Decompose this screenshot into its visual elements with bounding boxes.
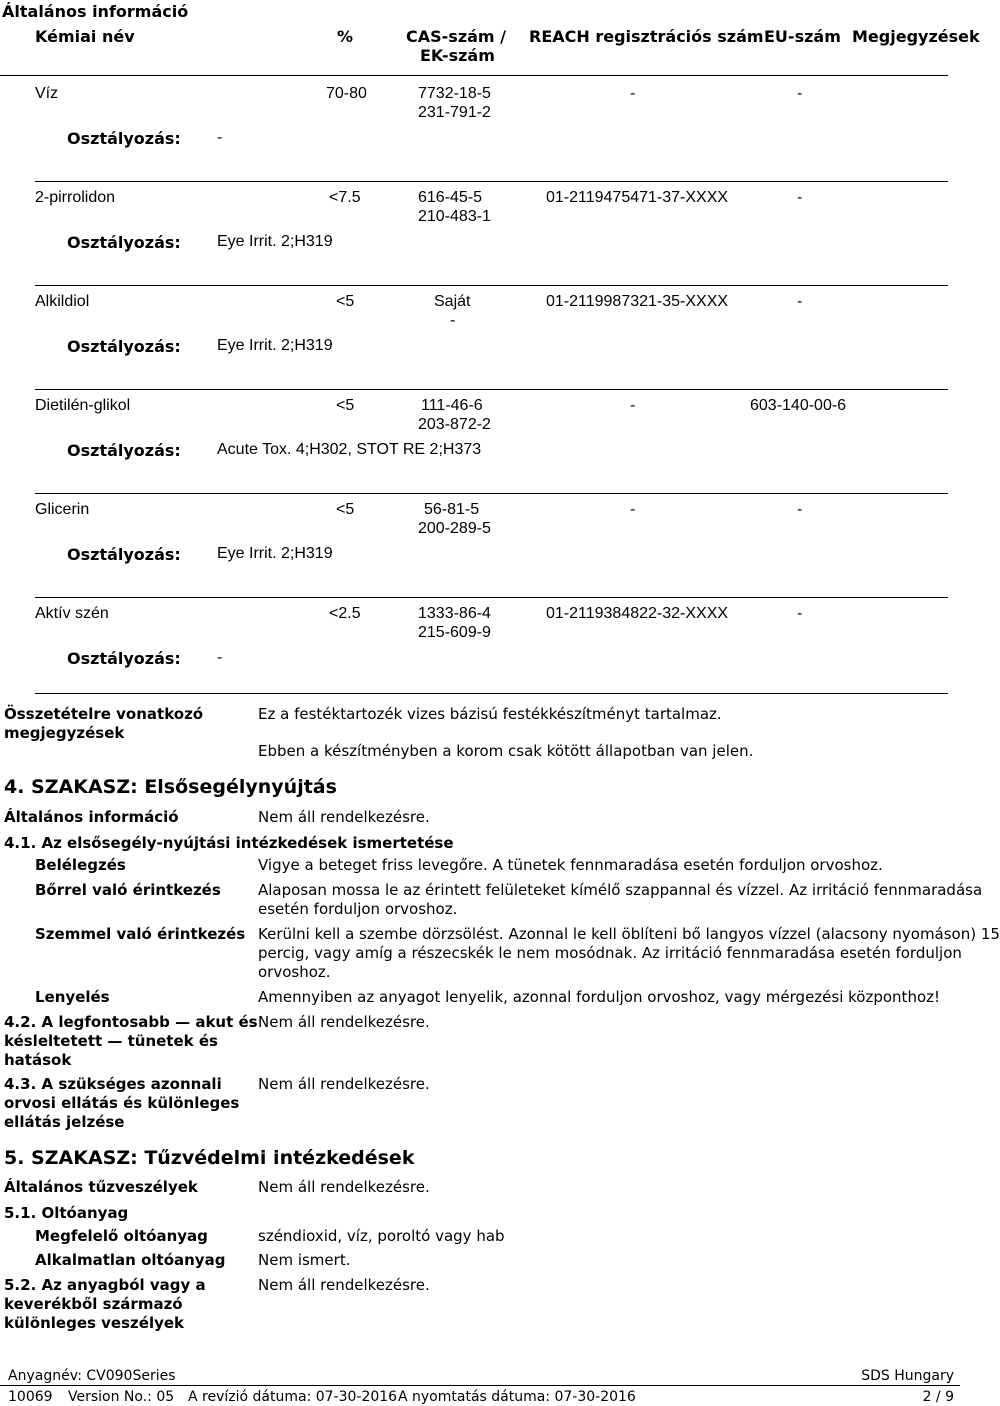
footer-rule: [0, 1385, 960, 1386]
percentage: <2.5: [329, 605, 361, 622]
suitable-media-value: széndioxid, víz, poroltó vagy hab: [258, 1227, 505, 1245]
classification-value: -: [217, 649, 223, 666]
reach-number: -: [630, 397, 636, 414]
subsection-4-3-value: Nem áll rendelkezésre.: [258, 1075, 430, 1093]
row-divider: [35, 597, 948, 598]
skin-contact-value: esetén forduljon orvoshoz.: [258, 900, 458, 918]
percentage: <5: [336, 293, 355, 310]
general-info-value: Nem áll rendelkezésre.: [258, 808, 430, 826]
chemical-name: Alkildiol: [35, 293, 90, 310]
row-divider: [35, 181, 948, 182]
ek-number: 215-609-9: [418, 624, 491, 641]
subsection-5-1: 5.1. Oltóanyag: [4, 1204, 129, 1222]
ek-number: 231-791-2: [418, 104, 491, 121]
eye-contact-value: orvoshoz.: [258, 963, 331, 981]
col-header-reach: REACH regisztrációs szám: [529, 27, 764, 46]
section-heading: Általános információ: [2, 2, 189, 21]
reach-number: -: [630, 501, 636, 518]
chemical-name: 2-pirrolidon: [35, 189, 116, 206]
eye-contact-value: Kerülni kell a szembe dörzsölést. Azonnal le kell öblíteni bő langyos vízzel (alacsony nyomáson) 15: [258, 925, 1000, 943]
skin-contact-value: Alaposan mossa le az érintett felületeket kímélő szappannal és vízzel. Az irritáció fennmaradása: [258, 881, 983, 899]
chemical-name: Aktív szén: [35, 605, 109, 622]
footer-revision-date: A revízió dátuma: 07-30-2016: [188, 1389, 398, 1405]
classification-value: -: [217, 129, 223, 146]
footer-brand: SDS Hungary: [861, 1368, 954, 1384]
ingestion-value: Amennyiben az anyagot lenyelik, azonnal forduljon orvoshoz, vagy mérgezési központhoz!: [258, 988, 941, 1006]
ek-number: -: [450, 312, 456, 329]
row-divider: [35, 693, 948, 694]
reach-number: -: [630, 85, 636, 102]
cas-number: 1333-86-4: [418, 605, 491, 622]
col-header-ek: EK-szám: [420, 46, 495, 65]
row-divider: [35, 285, 948, 286]
col-header-name: Kémiai név: [35, 27, 135, 46]
eu-number: -: [797, 501, 803, 518]
classification-label: Osztályozás:: [67, 129, 181, 148]
footer-doc-number: 10069: [8, 1389, 53, 1405]
percentage: <5: [336, 397, 355, 414]
classification-label: Osztályozás:: [67, 233, 181, 252]
general-fire-hazards-label: Általános tűzveszélyek: [4, 1178, 198, 1196]
chemical-name: Dietilén-glikol: [35, 397, 131, 414]
reach-number: 01-2119987321-35-XXXX: [546, 293, 729, 310]
cas-number: 111-46-6: [421, 397, 483, 414]
unsuitable-media-label: Alkalmatlan oltóanyag: [35, 1251, 226, 1269]
cas-number: 616-45-5: [418, 189, 483, 206]
footer-version: Version No.: 05: [68, 1389, 175, 1405]
classification-value: Eye Irrit. 2;H319: [217, 233, 333, 250]
composition-note: Ebben a készítményben a korom csak kötött állapotban van jelen.: [258, 742, 754, 760]
classification-label: Osztályozás:: [67, 545, 181, 564]
general-info-label: Általános információ: [4, 808, 179, 826]
classification-value: Eye Irrit. 2;H319: [217, 545, 333, 562]
header-rule: [0, 75, 948, 76]
unsuitable-media-value: Nem ismert.: [258, 1251, 351, 1269]
footer-product: Anyagnév: CV090Series: [8, 1368, 176, 1384]
inhalation-value: Vigye a beteget friss levegőre. A tünetek fennmaradása esetén forduljon orvoshoz.: [258, 856, 883, 874]
subsection-4-2: késleltetett — tünetek és: [4, 1032, 218, 1050]
ek-number: 203-872-2: [418, 416, 491, 433]
ek-number: 200-289-5: [418, 520, 491, 537]
chemical-name: Víz: [35, 85, 59, 102]
ingestion-label: Lenyelés: [35, 988, 110, 1006]
cas-number: Saját: [434, 293, 471, 310]
chemical-name: Glicerin: [35, 501, 90, 518]
footer-page-number: 2 / 9: [922, 1389, 954, 1405]
row-divider: [35, 389, 948, 390]
reach-number: 01-2119475471-37-XXXX: [546, 189, 729, 206]
section-5-title: 5. SZAKASZ: Tűzvédelmi intézkedések: [4, 1147, 415, 1169]
classification-value: Acute Tox. 4;H302, STOT RE 2;H373: [217, 441, 482, 458]
subsection-4-2: 4.2. A legfontosabb — akut és: [4, 1013, 258, 1031]
subsection-4-3: 4.3. A szükséges azonnali: [4, 1075, 222, 1093]
subsection-4-3: ellátás jelzése: [4, 1113, 125, 1131]
eu-number: -: [797, 605, 803, 622]
percentage: <7.5: [329, 189, 361, 206]
skin-contact-label: Bőrrel való érintkezés: [35, 881, 221, 899]
section-4-title: 4. SZAKASZ: Elsősegélynyújtás: [4, 776, 337, 798]
percentage: 70-80: [326, 85, 367, 102]
eu-number: 603-140-00-6: [750, 397, 847, 414]
col-header-eu: EU-szám: [764, 27, 841, 46]
subsection-4-2: hatások: [4, 1051, 72, 1069]
eu-number: -: [797, 293, 803, 310]
col-header-pct: %: [337, 27, 354, 46]
eu-number: -: [797, 189, 803, 206]
subsection-5-2-value: Nem áll rendelkezésre.: [258, 1276, 430, 1294]
col-header-cas: CAS-szám /: [406, 27, 507, 46]
eu-number: -: [797, 85, 803, 102]
subsection-4-1: 4.1. Az elsősegély-nyújtási intézkedések ismertetése: [4, 834, 454, 852]
subsection-4-2-value: Nem áll rendelkezésre.: [258, 1013, 430, 1031]
col-header-notes: Megjegyzések: [852, 27, 980, 46]
classification-label: Osztályozás:: [67, 441, 181, 460]
footer-print-date: A nyomtatás dátuma: 07-30-2016: [398, 1389, 636, 1405]
composition-notes-label: Összetételre vonatkozó: [4, 705, 204, 723]
general-fire-hazards-value: Nem áll rendelkezésre.: [258, 1178, 430, 1196]
cas-number: 56-81-5: [424, 501, 480, 518]
subsection-5-2: különleges veszélyek: [4, 1314, 185, 1332]
percentage: <5: [336, 501, 355, 518]
classification-value: Eye Irrit. 2;H319: [217, 337, 333, 354]
subsection-5-2: 5.2. Az anyagból vagy a: [4, 1276, 206, 1294]
ek-number: 210-483-1: [418, 208, 491, 225]
cas-number: 7732-18-5: [418, 85, 491, 102]
eye-contact-value: percig, vagy amíg a részecskék le nem mosódnak. Az irritáció fennmaradása esetén forduljon: [258, 944, 962, 962]
classification-label: Osztályozás:: [67, 337, 181, 356]
composition-note: Ez a festéktartozék vizes bázisú festékkészítményt tartalmaz.: [258, 705, 722, 723]
composition-notes-label: megjegyzések: [4, 724, 125, 742]
subsection-5-2: keverékből származó: [4, 1295, 183, 1313]
subsection-4-3: orvosi ellátás és különleges: [4, 1094, 240, 1112]
reach-number: 01-2119384822-32-XXXX: [546, 605, 729, 622]
eye-contact-label: Szemmel való érintkezés: [35, 925, 246, 943]
inhalation-label: Belélegzés: [35, 856, 126, 874]
classification-label: Osztályozás:: [67, 649, 181, 668]
row-divider: [35, 493, 948, 494]
suitable-media-label: Megfelelő oltóanyag: [35, 1227, 208, 1245]
